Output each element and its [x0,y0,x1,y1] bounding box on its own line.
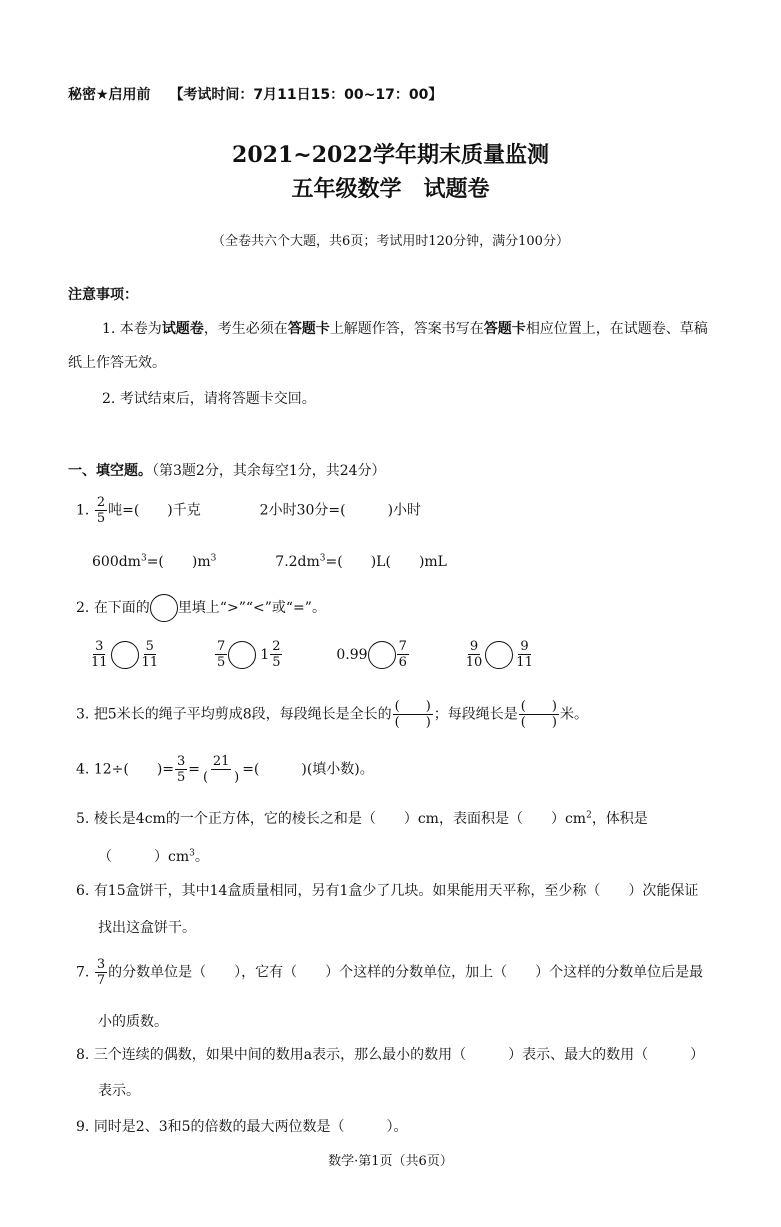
note-1-cont: 纸上作答无效。 [68,355,166,371]
title-line2: 五年级数学 试题卷 [291,176,490,202]
q8-line1: 8. 三个连续的偶数，如果中间的数用a表示，那么最小的数用（ ）表示、最大的数用（ ） [76,1047,705,1063]
subtitle: （全卷共六个大题，共6页；考试用时120分钟，满分100分） [212,234,569,249]
page-footer: 数学·第1页（共6页） [328,1154,453,1169]
header [68,84,442,104]
notes-heading: 注意事项： [68,287,138,303]
note-2: 2. 考试结束后，请将答题卡交回。 [102,391,316,407]
q2-item-4: $\frac{9}{10}$ $\frac{9}{11}$ [465,639,533,670]
q3-line: 3. 把5米长的绳子平均剪成8段，每段绳长是全长的 $\frac{( )}{( )}$ ；每段绳长是 $\frac{( )}{( )}$ 米。 [76,699,588,730]
q2-item-1: $\frac{3}{11}$ $\frac{5}{11}$ [91,639,159,670]
q1-fraction: $\frac{2}{5}$ [96,495,106,526]
q5-line2: （ ）$cm^3$。 [98,848,209,865]
q6-line1: 6. 有15盒饼干，其中14盒质量相同，另有1盒少了几块。如果能用天平称，至少称（ ）次能保证 [76,883,699,899]
q9-line: 9. 同时是2、3和5的倍数的最大两位数是（ ）。 [76,1119,408,1135]
title-line1: 2021~2022学年期末质量监测 [232,142,549,168]
q8-line2: 表示。 [98,1083,140,1099]
section1-heading: 一、填空题。（第3题2分，其余每空1分，共24分） [68,463,386,479]
q7-line1: 7. $\frac{3}{7}$ 的分数单位是（ ），它有（ ）个这样的分数单位，加上（ ）个这样的分数单位后是最 [76,957,704,988]
compare-circle-icon [150,594,178,622]
compare-circle-icon [228,641,256,669]
q2-item-2: $\frac{7}{5}$ 1 $\frac{2}{5}$ [217,639,281,670]
q2-items [88,640,536,669]
q2-line1: 2. 在下面的 里填上“>”“<”或“=”。 [76,594,326,622]
q2-item-3: 0.99 $\frac{7}{6}$ [336,639,407,670]
exam-time: 【考试时间：7月11日15：00~17：00】 [169,87,443,103]
secret-label: 秘密★启用前 [68,87,151,103]
q6-line2: 找出这盒饼干。 [98,920,196,936]
note-1: 1. 本卷为试题卷，考生必须在答题卡上解题作答，答案书写在答题卡相应位置上，在试题卷、草稿 [102,321,708,337]
q5-line1: 5. 棱长是4cm的一个正方体，它的棱长之和是（ ）cm，表面积是（ ）$cm^2$，体积是 [76,810,648,827]
q4-line: 4. 12÷( )= $\frac{3}{5}$ = $\frac{21}{( )}$ =( )(填小数)。 [76,754,374,785]
q1-line1: 1. $\frac{2}{5}$ 吨=( )千克 2小时30分=( )小时 [76,495,422,526]
compare-circle-icon [368,641,396,669]
q1-line2: $600dm^3=$( )$m^3$ $7.2dm^3=$( )L( )mL [92,553,447,570]
compare-circle-icon [485,641,513,669]
q7-line2: 小的质数。 [98,1014,168,1030]
compare-circle-icon [111,641,139,669]
